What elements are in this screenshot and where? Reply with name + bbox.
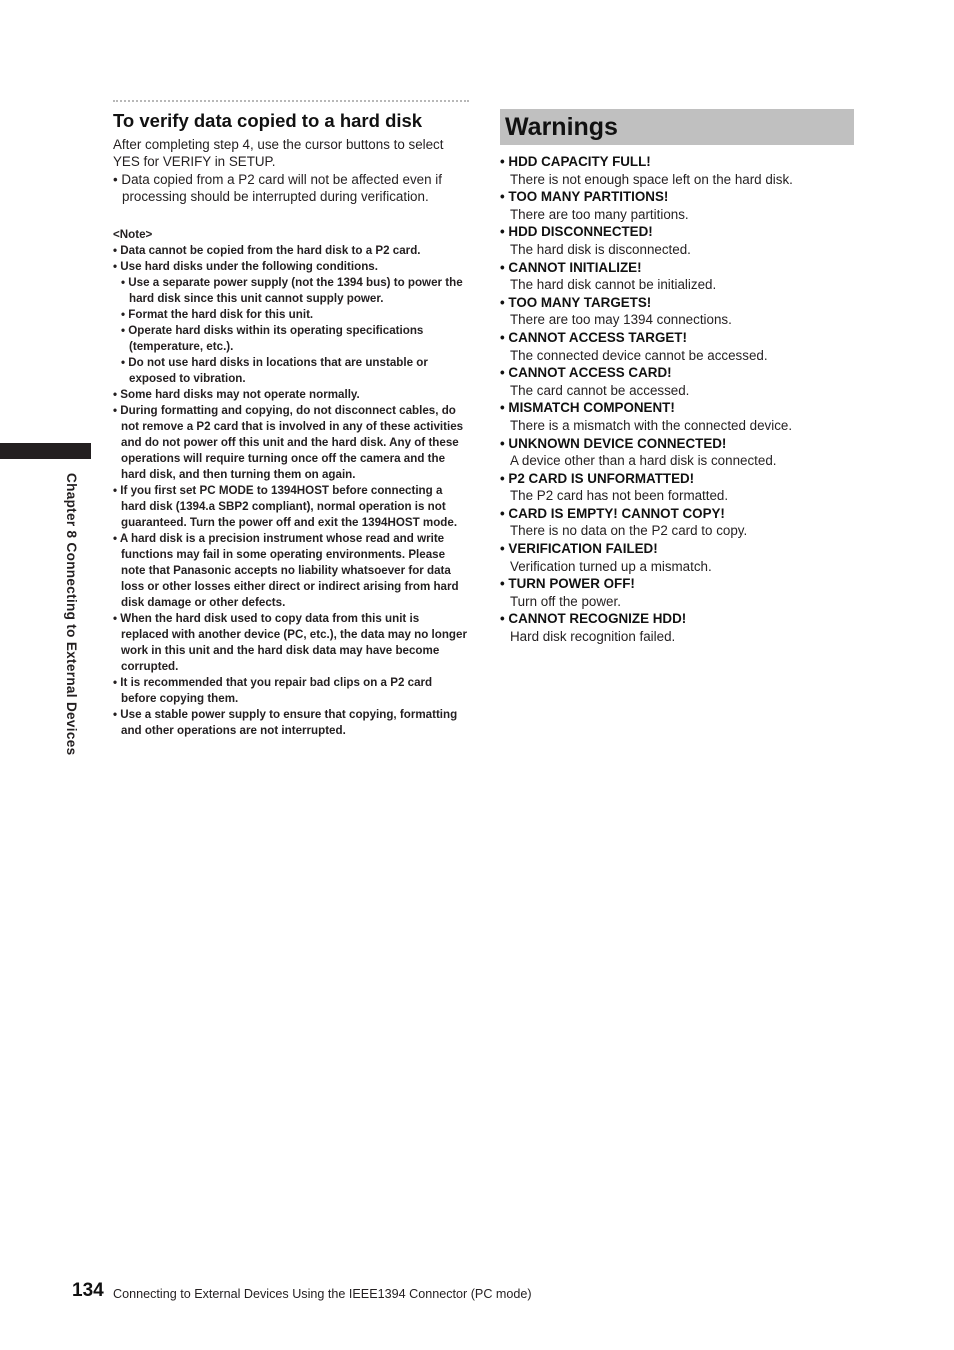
warning-item (500, 153, 854, 188)
section-title: To verify data copied to a hard disk (113, 110, 423, 131)
warning-name: • HDD DISCONNECTED! (500, 224, 653, 240)
warning-item (500, 540, 854, 575)
warnings-title: Warnings (505, 112, 618, 141)
warning-item (500, 610, 854, 645)
note-item: • If you first set PC MODE to 1394HOST before connecting a hard disk (1394.a SBP2 compliant), normal operation is not guaranteed. Turn the power off and exit the 1394HOST mode. (113, 483, 458, 529)
warning-description: There are too may 1394 connections. (510, 312, 732, 328)
left-column (113, 100, 469, 739)
footer-text: Connecting to External Devices Using the IEEE1394 Connector (PC mode) (113, 1287, 532, 1301)
warning-description: Turn off the power. (510, 593, 621, 609)
warning-description: Verification turned up a mismatch. (510, 558, 712, 574)
warning-description: There is no data on the P2 card to copy. (510, 523, 748, 539)
note-item: • When the hard disk used to copy data from this unit is replaced with another device (PC, etc.), the data may no longer work in this unit and the hard disk data may have become corrupted. (113, 611, 467, 673)
warning-name: • TURN POWER OFF! (500, 576, 635, 592)
page-number: 134 (72, 1280, 104, 1301)
warning-name: • CANNOT RECOGNIZE HDD! (500, 611, 687, 627)
verify-bullet: • Data copied from a P2 card will not be affected even if processing should be interrupted during verification. (113, 171, 442, 205)
warning-description: There is not enough space left on the hard disk. (510, 171, 793, 187)
intro-paragraph: After completing step 4, use the cursor buttons to select YES for VERIFY in SETUP. (113, 137, 444, 170)
note-item: • It is recommended that you repair bad clips on a P2 card before copying them. (113, 675, 433, 705)
warning-name: • CANNOT ACCESS CARD! (500, 365, 672, 381)
warning-name: • MISMATCH COMPONENT! (500, 400, 675, 416)
warning-name: • CARD IS EMPTY! CANNOT COPY! (500, 505, 725, 521)
note-subitem: • Operate hard disks within its operating specifications (temperature, etc.). (121, 323, 424, 353)
warning-description: There is a mismatch with the connected device. (510, 417, 793, 433)
warning-description: There are too many partitions. (510, 206, 689, 222)
warning-name: • TOO MANY PARTITIONS! (500, 189, 669, 205)
note-list (113, 243, 469, 739)
warning-name: • UNKNOWN DEVICE CONNECTED! (500, 435, 727, 451)
note-subitem: • Do not use hard disks in locations that are unstable or exposed to vibration. (121, 355, 428, 385)
warning-item (500, 329, 854, 364)
warning-item (500, 223, 854, 258)
warning-name: • CANNOT INITIALIZE! (500, 259, 642, 275)
warnings-header (500, 109, 854, 145)
note-item: • A hard disk is a precision instrument whose read and write functions may fail in some operating environments. Please note that Panasonic accepts no liability whatsoever for data loss or other losses either direct or indirect arising from hard disk damage or other defects. (113, 531, 459, 609)
warning-description: A device other than a hard disk is connected. (510, 453, 777, 469)
note-item: • During formatting and copying, do not disconnect cables, do not remove a P2 card that is involved in any of these activities and do not power off this unit and the hard disk. Any of these operations will require turning once off the camera and the hard disk, and then turning them on again. (113, 403, 464, 481)
warning-item (500, 399, 854, 434)
note-label: <Note> (113, 227, 153, 241)
warning-name: • TOO MANY TARGETS! (500, 294, 652, 310)
warning-name: • HDD CAPACITY FULL! (500, 154, 651, 169)
warning-description: The hard disk cannot be initialized. (510, 277, 717, 293)
warning-item (500, 364, 854, 399)
note-item: • Use a stable power supply to ensure that copying, formatting and other operations are not interrupted. (113, 707, 458, 737)
note-item: • Data cannot be copied from the hard disk to a P2 card. (113, 243, 421, 257)
warning-item (500, 575, 854, 610)
warning-name: • VERIFICATION FAILED! (500, 541, 658, 557)
warning-name: • P2 CARD IS UNFORMATTED! (500, 470, 695, 486)
warning-description: The P2 card has not been formatted. (510, 488, 729, 504)
warning-item (500, 470, 854, 505)
warning-description: Hard disk recognition failed. (510, 629, 676, 645)
warning-item (500, 505, 854, 540)
note-item: • Use hard disks under the following conditions. (113, 259, 378, 273)
note-subitem: • Use a separate power supply (not the 1394 bus) to power the hard disk since this unit cannot supply power. (121, 275, 463, 305)
right-column (500, 109, 854, 646)
warning-item (500, 294, 854, 329)
chapter-tab-marker (0, 443, 91, 459)
warning-description: The hard disk is disconnected. (510, 241, 691, 257)
chapter-side-label: Chapter 8 Connecting to External Devices (64, 473, 79, 756)
warning-description: The connected device cannot be accessed. (510, 347, 768, 363)
warning-item (500, 259, 854, 294)
note-subitem: • Format the hard disk for this unit. (121, 307, 314, 321)
dotted-divider (113, 100, 469, 102)
warning-description: The card cannot be accessed. (510, 382, 690, 398)
warning-item (500, 435, 854, 470)
warning-name: • CANNOT ACCESS TARGET! (500, 329, 687, 345)
note-item: • Some hard disks may not operate normally. (113, 387, 360, 401)
warning-item (500, 188, 854, 223)
